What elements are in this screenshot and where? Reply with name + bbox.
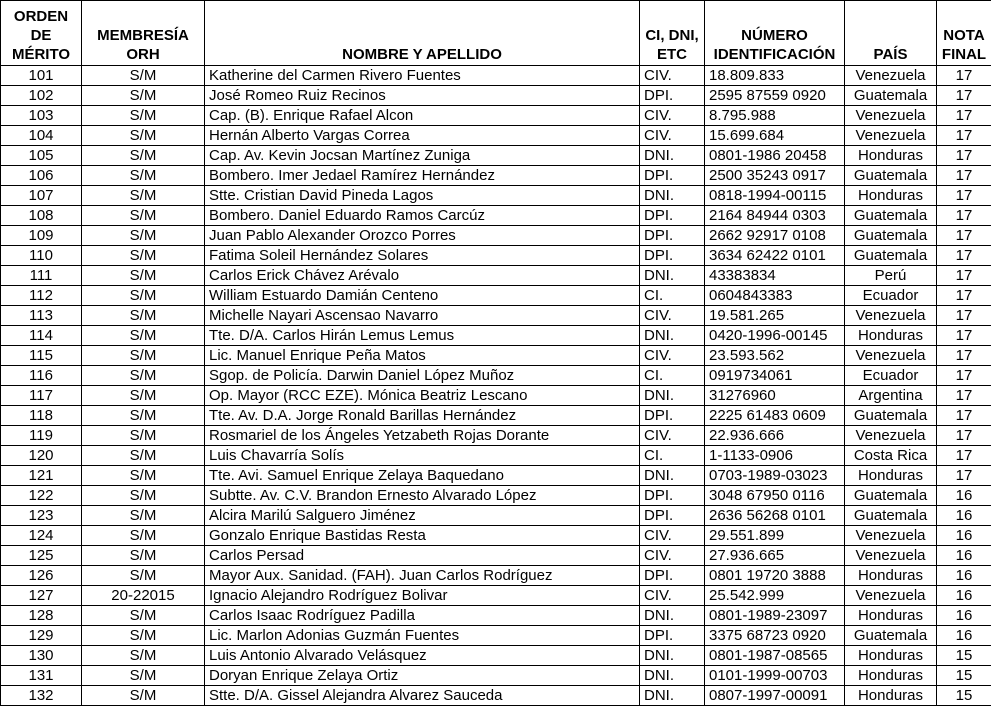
id-type-cell: DPI. bbox=[640, 566, 705, 586]
merit-order-cell: 101 bbox=[1, 66, 82, 86]
id-number-cell: 0818-1994-00115 bbox=[705, 186, 845, 206]
full-name-cell: Carlos Erick Chávez Arévalo bbox=[205, 266, 640, 286]
full-name-cell: Cap. Av. Kevin Jocsan Martínez Zuniga bbox=[205, 146, 640, 166]
full-name-cell: Bombero. Imer Jedael Ramírez Hernández bbox=[205, 166, 640, 186]
table-row bbox=[1, 446, 991, 466]
id-type-cell: CI. bbox=[640, 446, 705, 466]
full-name-cell: Carlos Isaac Rodríguez Padilla bbox=[205, 606, 640, 626]
id-type-cell: DNI. bbox=[640, 266, 705, 286]
full-name-cell: Doryan Enrique Zelaya Ortiz bbox=[205, 666, 640, 686]
id-type-cell: CIV. bbox=[640, 66, 705, 86]
full-name-cell: Gonzalo Enrique Bastidas Resta bbox=[205, 526, 640, 546]
header-full-name: NOMBRE Y APELLIDO bbox=[205, 1, 640, 66]
country-cell: Honduras bbox=[845, 146, 937, 166]
header-country: PAÍS bbox=[845, 1, 937, 66]
country-cell: Guatemala bbox=[845, 626, 937, 646]
id-type-cell: DNI. bbox=[640, 666, 705, 686]
country-cell: Costa Rica bbox=[845, 446, 937, 466]
id-number-cell: 23.593.562 bbox=[705, 346, 845, 366]
country-cell: Venezuela bbox=[845, 306, 937, 326]
id-type-cell: DPI. bbox=[640, 626, 705, 646]
id-type-cell: DNI. bbox=[640, 386, 705, 406]
merit-order-cell: 132 bbox=[1, 686, 82, 706]
country-cell: Perú bbox=[845, 266, 937, 286]
membership-cell: S/M bbox=[82, 166, 205, 186]
id-number-cell: 8.795.988 bbox=[705, 106, 845, 126]
full-name-cell: Stte. D/A. Gissel Alejandra Alvarez Sauceda bbox=[205, 686, 640, 706]
header-id-number: NÚMERO IDENTIFICACIÓN bbox=[705, 1, 845, 66]
membership-cell: S/M bbox=[82, 306, 205, 326]
merit-order-cell: 104 bbox=[1, 126, 82, 146]
country-cell: Guatemala bbox=[845, 166, 937, 186]
final-grade-cell: 17 bbox=[937, 226, 991, 246]
country-cell: Honduras bbox=[845, 566, 937, 586]
country-cell: Venezuela bbox=[845, 526, 937, 546]
membership-cell: S/M bbox=[82, 606, 205, 626]
merit-order-cell: 125 bbox=[1, 546, 82, 566]
merit-order-cell: 109 bbox=[1, 226, 82, 246]
full-name-cell: Lic. Manuel Enrique Peña Matos bbox=[205, 346, 640, 366]
country-cell: Honduras bbox=[845, 666, 937, 686]
table-row bbox=[1, 546, 991, 566]
id-number-cell: 0807-1997-00091 bbox=[705, 686, 845, 706]
membership-cell: 20-22015 bbox=[82, 586, 205, 606]
merit-order-cell: 119 bbox=[1, 426, 82, 446]
id-number-cell: 0801-1987-08565 bbox=[705, 646, 845, 666]
final-grade-cell: 16 bbox=[937, 606, 991, 626]
country-cell: Argentina bbox=[845, 386, 937, 406]
full-name-cell: Sgop. de Policía. Darwin Daniel López Muñoz bbox=[205, 366, 640, 386]
table-row bbox=[1, 586, 991, 606]
id-type-cell: CIV. bbox=[640, 306, 705, 326]
table-row bbox=[1, 306, 991, 326]
full-name-cell: Bombero. Daniel Eduardo Ramos Carcúz bbox=[205, 206, 640, 226]
id-type-cell: DPI. bbox=[640, 246, 705, 266]
merit-order-cell: 117 bbox=[1, 386, 82, 406]
membership-cell: S/M bbox=[82, 146, 205, 166]
id-type-cell: DPI. bbox=[640, 206, 705, 226]
final-grade-cell: 17 bbox=[937, 166, 991, 186]
id-number-cell: 25.542.999 bbox=[705, 586, 845, 606]
id-number-cell: 0420-1996-00145 bbox=[705, 326, 845, 346]
final-grade-cell: 17 bbox=[937, 326, 991, 346]
final-grade-cell: 16 bbox=[937, 586, 991, 606]
table-row bbox=[1, 526, 991, 546]
merit-order-cell: 105 bbox=[1, 146, 82, 166]
final-grade-cell: 17 bbox=[937, 106, 991, 126]
id-number-cell: 1-1133-0906 bbox=[705, 446, 845, 466]
country-cell: Guatemala bbox=[845, 246, 937, 266]
id-number-cell: 0703-1989-03023 bbox=[705, 466, 845, 486]
membership-cell: S/M bbox=[82, 326, 205, 346]
final-grade-cell: 17 bbox=[937, 466, 991, 486]
id-type-cell: DNI. bbox=[640, 326, 705, 346]
table-row bbox=[1, 326, 991, 346]
table-row bbox=[1, 186, 991, 206]
full-name-cell: Stte. Cristian David Pineda Lagos bbox=[205, 186, 640, 206]
membership-cell: S/M bbox=[82, 126, 205, 146]
country-cell: Ecuador bbox=[845, 366, 937, 386]
table-row bbox=[1, 666, 991, 686]
membership-cell: S/M bbox=[82, 486, 205, 506]
id-type-cell: CIV. bbox=[640, 426, 705, 446]
table-row bbox=[1, 286, 991, 306]
membership-cell: S/M bbox=[82, 86, 205, 106]
country-cell: Honduras bbox=[845, 646, 937, 666]
country-cell: Honduras bbox=[845, 326, 937, 346]
header-merit-order: ORDEN DE MÉRITO bbox=[1, 1, 82, 66]
merit-order-cell: 123 bbox=[1, 506, 82, 526]
id-number-cell: 19.581.265 bbox=[705, 306, 845, 326]
country-cell: Honduras bbox=[845, 686, 937, 706]
table-row bbox=[1, 366, 991, 386]
id-number-cell: 2500 35243 0917 bbox=[705, 166, 845, 186]
final-grade-cell: 17 bbox=[937, 66, 991, 86]
country-cell: Venezuela bbox=[845, 586, 937, 606]
header-membership: MEMBRESÍA ORH bbox=[82, 1, 205, 66]
full-name-cell: Alcira Marilú Salguero Jiménez bbox=[205, 506, 640, 526]
id-type-cell: DPI. bbox=[640, 506, 705, 526]
merit-order-cell: 113 bbox=[1, 306, 82, 326]
table-row bbox=[1, 86, 991, 106]
membership-cell: S/M bbox=[82, 386, 205, 406]
header-id-type: CI, DNI, ETC bbox=[640, 1, 705, 66]
id-number-cell: 0101-1999-00703 bbox=[705, 666, 845, 686]
id-type-cell: CIV. bbox=[640, 106, 705, 126]
final-grade-cell: 15 bbox=[937, 686, 991, 706]
id-type-cell: CI. bbox=[640, 366, 705, 386]
full-name-cell: Tte. Av. D.A. Jorge Ronald Barillas Hernández bbox=[205, 406, 640, 426]
final-grade-cell: 17 bbox=[937, 346, 991, 366]
merit-order-cell: 127 bbox=[1, 586, 82, 606]
id-number-cell: 0801-1989-23097 bbox=[705, 606, 845, 626]
id-type-cell: DPI. bbox=[640, 166, 705, 186]
country-cell: Honduras bbox=[845, 466, 937, 486]
table-row bbox=[1, 426, 991, 446]
id-number-cell: 2636 56268 0101 bbox=[705, 506, 845, 526]
table-row bbox=[1, 226, 991, 246]
id-type-cell: DPI. bbox=[640, 226, 705, 246]
id-number-cell: 2225 61483 0609 bbox=[705, 406, 845, 426]
final-grade-cell: 16 bbox=[937, 626, 991, 646]
membership-cell: S/M bbox=[82, 106, 205, 126]
full-name-cell: Ignacio Alejandro Rodríguez Bolivar bbox=[205, 586, 640, 606]
id-type-cell: CIV. bbox=[640, 546, 705, 566]
merit-order-cell: 126 bbox=[1, 566, 82, 586]
id-number-cell: 3048 67950 0116 bbox=[705, 486, 845, 506]
membership-cell: S/M bbox=[82, 346, 205, 366]
membership-cell: S/M bbox=[82, 206, 205, 226]
id-type-cell: DNI. bbox=[640, 186, 705, 206]
table-row bbox=[1, 686, 991, 706]
membership-cell: S/M bbox=[82, 266, 205, 286]
id-type-cell: CIV. bbox=[640, 526, 705, 546]
country-cell: Honduras bbox=[845, 606, 937, 626]
id-number-cell: 0801 19720 3888 bbox=[705, 566, 845, 586]
full-name-cell: Michelle Nayari Ascensao Navarro bbox=[205, 306, 640, 326]
id-type-cell: DNI. bbox=[640, 146, 705, 166]
membership-cell: S/M bbox=[82, 466, 205, 486]
table-row bbox=[1, 66, 991, 86]
table-row bbox=[1, 566, 991, 586]
membership-cell: S/M bbox=[82, 626, 205, 646]
country-cell: Venezuela bbox=[845, 546, 937, 566]
country-cell: Guatemala bbox=[845, 486, 937, 506]
membership-cell: S/M bbox=[82, 506, 205, 526]
country-cell: Venezuela bbox=[845, 66, 937, 86]
final-grade-cell: 17 bbox=[937, 386, 991, 406]
merit-order-cell: 121 bbox=[1, 466, 82, 486]
header-final-grade: NOTA FINAL bbox=[937, 1, 991, 66]
membership-cell: S/M bbox=[82, 686, 205, 706]
full-name-cell: Subtte. Av. C.V. Brandon Ernesto Alvarado López bbox=[205, 486, 640, 506]
id-type-cell: CIV. bbox=[640, 126, 705, 146]
table-row bbox=[1, 386, 991, 406]
final-grade-cell: 17 bbox=[937, 406, 991, 426]
membership-cell: S/M bbox=[82, 366, 205, 386]
membership-cell: S/M bbox=[82, 186, 205, 206]
table-row bbox=[1, 126, 991, 146]
merit-order-cell: 116 bbox=[1, 366, 82, 386]
country-cell: Guatemala bbox=[845, 226, 937, 246]
id-number-cell: 0801-1986 20458 bbox=[705, 146, 845, 166]
membership-cell: S/M bbox=[82, 66, 205, 86]
table-body bbox=[1, 66, 991, 706]
membership-cell: S/M bbox=[82, 226, 205, 246]
merit-order-cell: 108 bbox=[1, 206, 82, 226]
id-number-cell: 18.809.833 bbox=[705, 66, 845, 86]
country-cell: Guatemala bbox=[845, 86, 937, 106]
final-grade-cell: 17 bbox=[937, 86, 991, 106]
table-row bbox=[1, 246, 991, 266]
final-grade-cell: 17 bbox=[937, 286, 991, 306]
final-grade-cell: 17 bbox=[937, 186, 991, 206]
id-number-cell: 43383834 bbox=[705, 266, 845, 286]
merit-order-cell: 114 bbox=[1, 326, 82, 346]
merit-order-cell: 130 bbox=[1, 646, 82, 666]
membership-cell: S/M bbox=[82, 286, 205, 306]
full-name-cell: William Estuardo Damián Centeno bbox=[205, 286, 640, 306]
id-type-cell: DNI. bbox=[640, 606, 705, 626]
table-row bbox=[1, 506, 991, 526]
full-name-cell: Mayor Aux. Sanidad. (FAH). Juan Carlos Rodríguez bbox=[205, 566, 640, 586]
id-type-cell: DNI. bbox=[640, 686, 705, 706]
final-grade-cell: 16 bbox=[937, 486, 991, 506]
country-cell: Venezuela bbox=[845, 426, 937, 446]
merit-order-cell: 107 bbox=[1, 186, 82, 206]
id-number-cell: 22.936.666 bbox=[705, 426, 845, 446]
merit-order-cell: 112 bbox=[1, 286, 82, 306]
id-number-cell: 2164 84944 0303 bbox=[705, 206, 845, 226]
full-name-cell: Tte. Avi. Samuel Enrique Zelaya Baquedano bbox=[205, 466, 640, 486]
id-type-cell: CI. bbox=[640, 286, 705, 306]
merit-order-cell: 124 bbox=[1, 526, 82, 546]
final-grade-cell: 17 bbox=[937, 306, 991, 326]
table-row bbox=[1, 206, 991, 226]
membership-cell: S/M bbox=[82, 546, 205, 566]
id-number-cell: 27.936.665 bbox=[705, 546, 845, 566]
table-row bbox=[1, 346, 991, 366]
merit-order-cell: 122 bbox=[1, 486, 82, 506]
id-number-cell: 29.551.899 bbox=[705, 526, 845, 546]
full-name-cell: Luis Chavarría Solís bbox=[205, 446, 640, 466]
membership-cell: S/M bbox=[82, 446, 205, 466]
final-grade-cell: 16 bbox=[937, 546, 991, 566]
table-row bbox=[1, 166, 991, 186]
country-cell: Guatemala bbox=[845, 206, 937, 226]
id-number-cell: 2595 87559 0920 bbox=[705, 86, 845, 106]
final-grade-cell: 15 bbox=[937, 666, 991, 686]
full-name-cell: Rosmariel de los Ángeles Yetzabeth Rojas Dorante bbox=[205, 426, 640, 446]
table-row bbox=[1, 266, 991, 286]
final-grade-cell: 17 bbox=[937, 126, 991, 146]
full-name-cell: Op. Mayor (RCC EZE). Mónica Beatriz Lescano bbox=[205, 386, 640, 406]
country-cell: Venezuela bbox=[845, 126, 937, 146]
table-row bbox=[1, 626, 991, 646]
full-name-cell: Luis Antonio Alvarado Velásquez bbox=[205, 646, 640, 666]
final-grade-cell: 17 bbox=[937, 206, 991, 226]
id-type-cell: DPI. bbox=[640, 486, 705, 506]
id-number-cell: 15.699.684 bbox=[705, 126, 845, 146]
merit-order-cell: 118 bbox=[1, 406, 82, 426]
table-row bbox=[1, 606, 991, 626]
membership-cell: S/M bbox=[82, 666, 205, 686]
final-grade-cell: 16 bbox=[937, 526, 991, 546]
final-grade-cell: 17 bbox=[937, 246, 991, 266]
id-type-cell: DPI. bbox=[640, 86, 705, 106]
id-number-cell: 3375 68723 0920 bbox=[705, 626, 845, 646]
table-row bbox=[1, 106, 991, 126]
id-number-cell: 0919734061 bbox=[705, 366, 845, 386]
table-row bbox=[1, 406, 991, 426]
id-type-cell: DNI. bbox=[640, 466, 705, 486]
membership-cell: S/M bbox=[82, 426, 205, 446]
merit-order-cell: 129 bbox=[1, 626, 82, 646]
country-cell: Guatemala bbox=[845, 406, 937, 426]
merit-order-cell: 110 bbox=[1, 246, 82, 266]
table-row bbox=[1, 486, 991, 506]
table-row bbox=[1, 466, 991, 486]
country-cell: Venezuela bbox=[845, 106, 937, 126]
merit-order-cell: 115 bbox=[1, 346, 82, 366]
merit-order-cell: 111 bbox=[1, 266, 82, 286]
membership-cell: S/M bbox=[82, 406, 205, 426]
full-name-cell: Hernán Alberto Vargas Correa bbox=[205, 126, 640, 146]
id-number-cell: 31276960 bbox=[705, 386, 845, 406]
merit-order-cell: 131 bbox=[1, 666, 82, 686]
id-number-cell: 0604843383 bbox=[705, 286, 845, 306]
country-cell: Venezuela bbox=[845, 346, 937, 366]
final-grade-cell: 17 bbox=[937, 426, 991, 446]
merit-order-cell: 128 bbox=[1, 606, 82, 626]
country-cell: Ecuador bbox=[845, 286, 937, 306]
id-type-cell: CIV. bbox=[640, 346, 705, 366]
final-grade-cell: 17 bbox=[937, 366, 991, 386]
id-number-cell: 3634 62422 0101 bbox=[705, 246, 845, 266]
full-name-cell: Carlos Persad bbox=[205, 546, 640, 566]
final-grade-cell: 15 bbox=[937, 646, 991, 666]
full-name-cell: José Romeo Ruiz Recinos bbox=[205, 86, 640, 106]
final-grade-cell: 16 bbox=[937, 566, 991, 586]
table-row bbox=[1, 646, 991, 666]
id-type-cell: DNI. bbox=[640, 646, 705, 666]
country-cell: Honduras bbox=[845, 186, 937, 206]
full-name-cell: Lic. Marlon Adonias Guzmán Fuentes bbox=[205, 626, 640, 646]
final-grade-cell: 17 bbox=[937, 146, 991, 166]
country-cell: Guatemala bbox=[845, 506, 937, 526]
final-grade-cell: 17 bbox=[937, 446, 991, 466]
final-grade-cell: 17 bbox=[937, 266, 991, 286]
final-grade-cell: 16 bbox=[937, 506, 991, 526]
full-name-cell: Fatima Soleil Hernández Solares bbox=[205, 246, 640, 266]
merit-order-cell: 120 bbox=[1, 446, 82, 466]
table-row bbox=[1, 146, 991, 166]
id-number-cell: 2662 92917 0108 bbox=[705, 226, 845, 246]
full-name-cell: Tte. D/A. Carlos Hirán Lemus Lemus bbox=[205, 326, 640, 346]
full-name-cell: Katherine del Carmen Rivero Fuentes bbox=[205, 66, 640, 86]
id-type-cell: DPI. bbox=[640, 406, 705, 426]
membership-cell: S/M bbox=[82, 566, 205, 586]
full-name-cell: Cap. (B). Enrique Rafael Alcon bbox=[205, 106, 640, 126]
id-type-cell: CIV. bbox=[640, 586, 705, 606]
header-row bbox=[1, 1, 991, 66]
membership-cell: S/M bbox=[82, 246, 205, 266]
membership-cell: S/M bbox=[82, 526, 205, 546]
full-name-cell: Juan Pablo Alexander Orozco Porres bbox=[205, 226, 640, 246]
merit-order-cell: 102 bbox=[1, 86, 82, 106]
merit-order-cell: 103 bbox=[1, 106, 82, 126]
merit-order-cell: 106 bbox=[1, 166, 82, 186]
membership-cell: S/M bbox=[82, 646, 205, 666]
